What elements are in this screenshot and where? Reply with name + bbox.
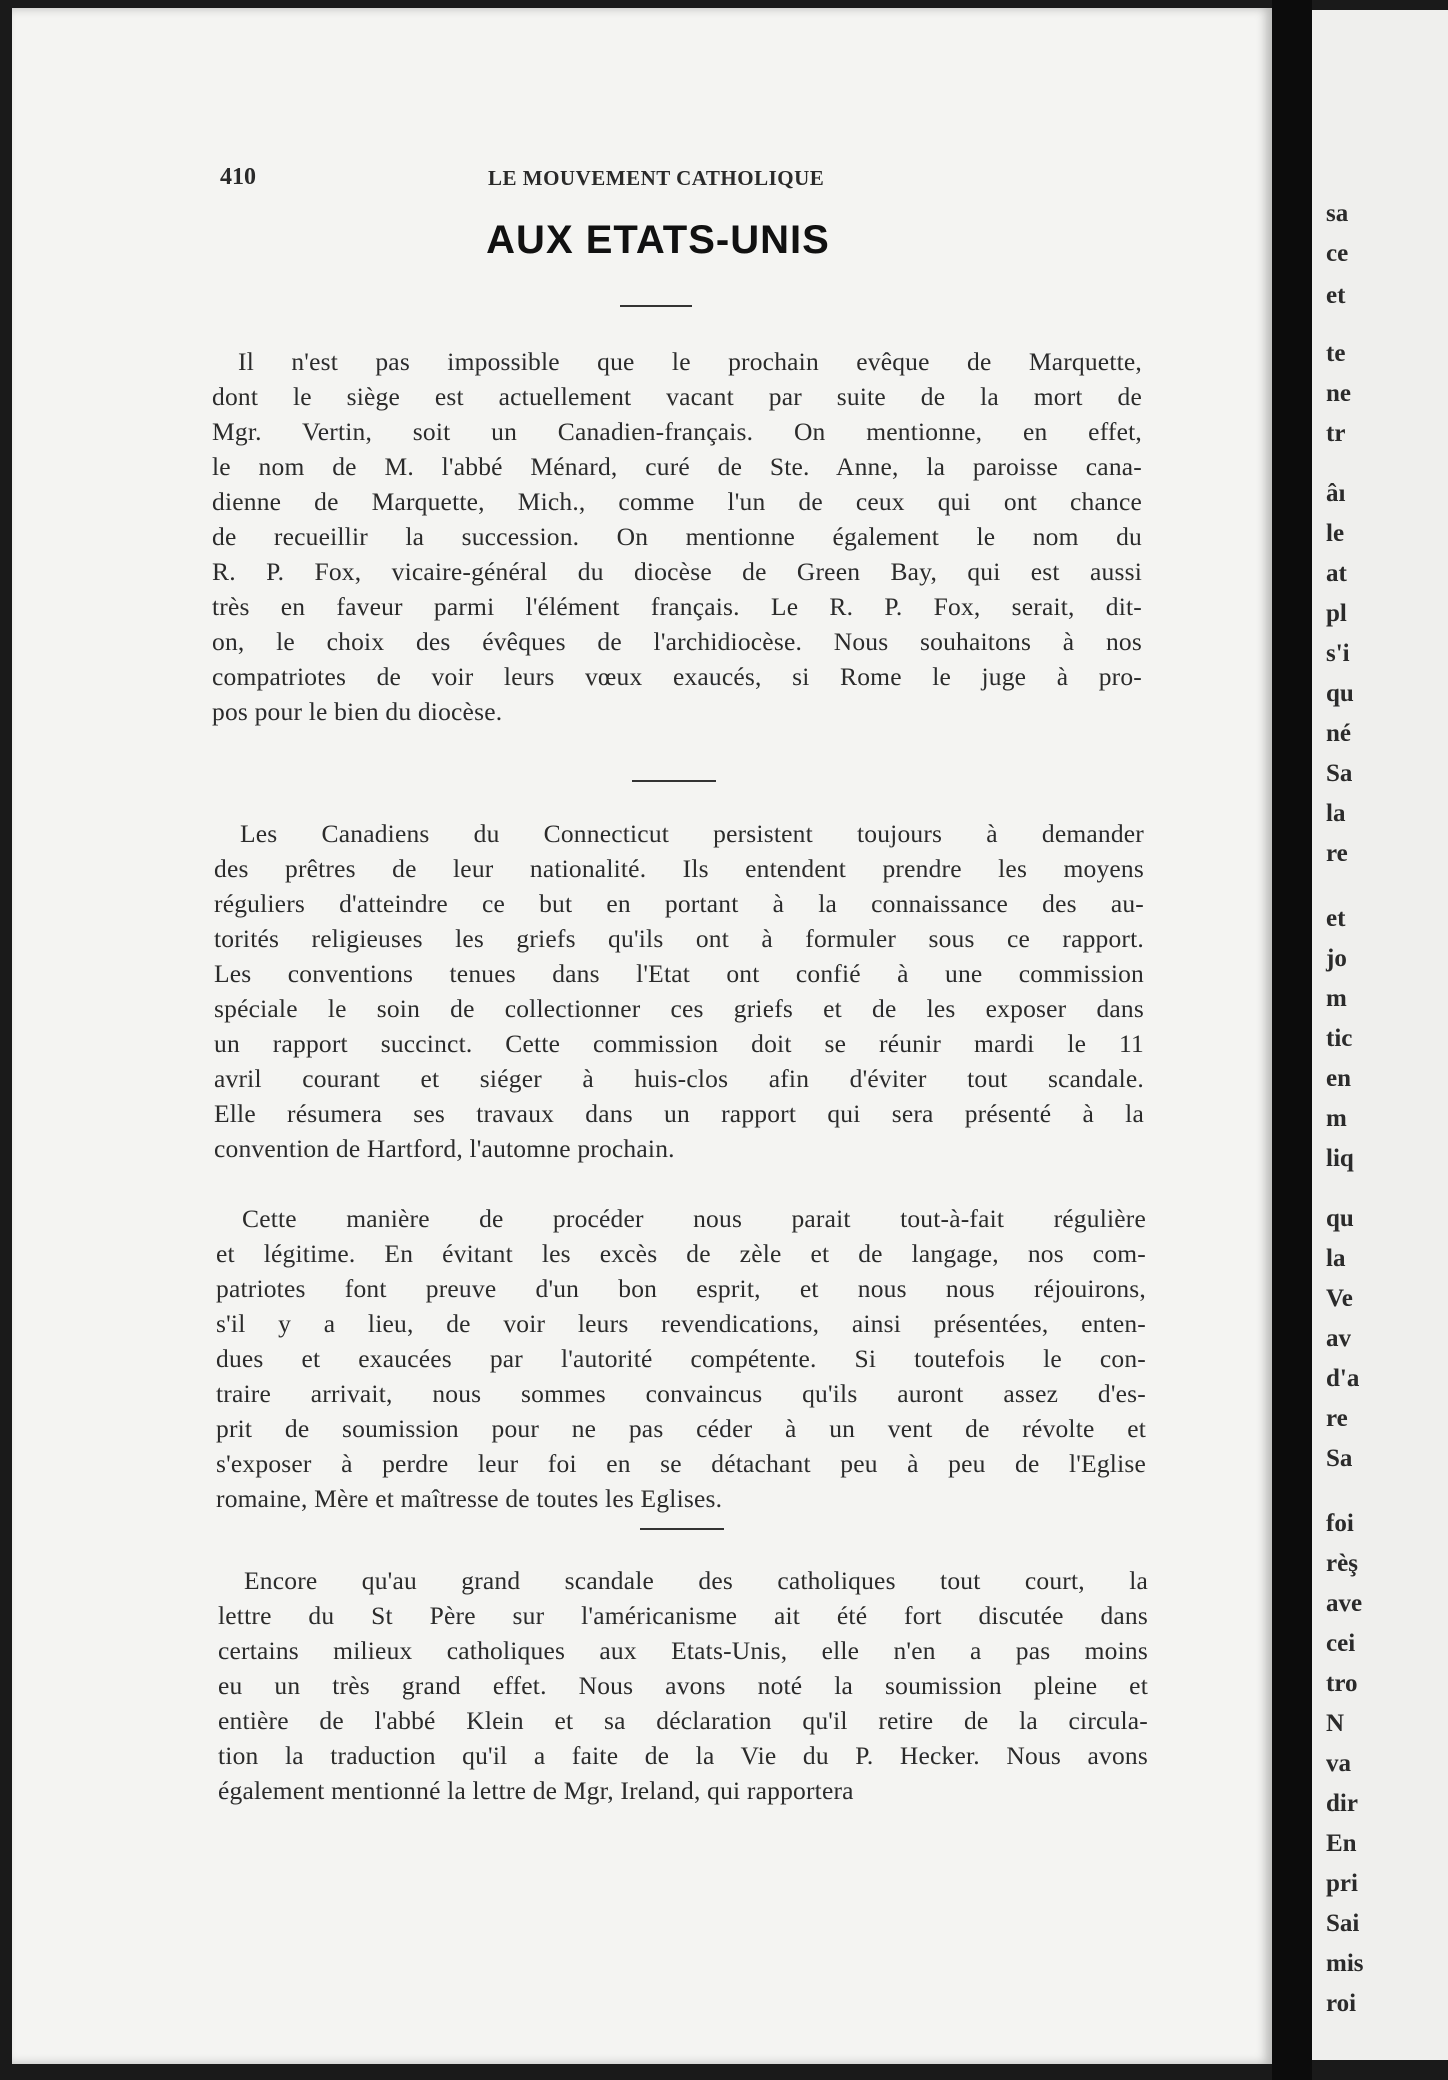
facing-page-fragment: Sai bbox=[1326, 1910, 1360, 1937]
text-line: Encore qu'au grand scandale des catholiques tout court, la bbox=[244, 1566, 1148, 1595]
facing-page-fragment: la bbox=[1326, 800, 1346, 827]
facing-page-fragment: en bbox=[1326, 1065, 1351, 1092]
text-line: avril courant et siéger à huis-clos afin d'éviter tout scandale. bbox=[214, 1064, 1144, 1093]
text-line: Cette manière de procéder nous parait tout-à-fait régulière bbox=[242, 1204, 1146, 1233]
facing-page-fragment: qu bbox=[1326, 680, 1354, 707]
text-line: très en faveur parmi l'élément français. Le R. P. Fox, serait, dit- bbox=[212, 592, 1142, 621]
text-line: le nom de M. l'abbé Ménard, curé de Ste. Anne, la paroisse cana- bbox=[212, 452, 1142, 481]
facing-page-fragment: re bbox=[1326, 840, 1348, 867]
text-line: lettre du St Père sur l'américanisme ait été fort discutée dans bbox=[218, 1601, 1148, 1630]
text-line: s'exposer à perdre leur foi en se détachant peu à peu de l'Eglise bbox=[216, 1449, 1146, 1478]
facing-page-fragment: ce bbox=[1326, 240, 1349, 267]
facing-page-fragment: jo bbox=[1326, 945, 1347, 972]
text-line: et légitime. En évitant les excès de zèle et de langage, nos com- bbox=[216, 1239, 1146, 1268]
facing-page-fragment: ne bbox=[1326, 380, 1351, 407]
paragraph-1 bbox=[212, 344, 1142, 729]
text-line: convention de Hartford, l'automne prochain. bbox=[214, 1134, 675, 1163]
facing-page-fragment: at bbox=[1326, 560, 1347, 587]
facing-page-fragment: Sa bbox=[1326, 760, 1353, 787]
facing-page-fragment: rèş bbox=[1326, 1550, 1358, 1577]
text-line: Mgr. Vertin, soit un Canadien-français. On mentionne, en effet, bbox=[212, 417, 1142, 446]
book-page bbox=[12, 8, 1272, 2064]
facing-page-fragment: te bbox=[1326, 340, 1346, 367]
text-line: s'il y a lieu, de voir leurs revendications, ainsi présentées, enten- bbox=[216, 1309, 1146, 1338]
text-line: Les Canadiens du Connecticut persistent toujours à demander bbox=[240, 819, 1144, 848]
facing-page-fragment: Sa bbox=[1326, 1445, 1353, 1472]
facing-page-fragment: la bbox=[1326, 1245, 1346, 1272]
book-spine bbox=[1272, 0, 1312, 2080]
text-line: des prêtres de leur nationalité. Ils entendent prendre les moyens bbox=[214, 854, 1144, 883]
text-line: également mentionné la lettre de Mgr, Ireland, qui rapportera bbox=[218, 1776, 854, 1805]
facing-page-fragment: et bbox=[1326, 282, 1346, 309]
text-line: dues et exaucées par l'autorité compétente. Si toutefois le con- bbox=[216, 1344, 1146, 1373]
facing-page-fragment: s'i bbox=[1326, 640, 1350, 667]
facing-page-fragment: mis bbox=[1326, 1950, 1364, 1977]
facing-page-fragment: liq bbox=[1326, 1145, 1354, 1172]
facing-page-fragment: le bbox=[1326, 520, 1345, 547]
facing-page-fragment: tic bbox=[1326, 1025, 1353, 1052]
facing-page-fragment: re bbox=[1326, 1405, 1348, 1432]
text-line: dont le siège est actuellement vacant par suite de la mort de bbox=[212, 382, 1142, 411]
facing-page bbox=[1312, 10, 1448, 2060]
text-line: traire arrivait, nous sommes convaincus qu'ils auront assez d'es- bbox=[216, 1379, 1146, 1408]
text-line: eu un très grand effet. Nous avons noté la soumission pleine et bbox=[218, 1671, 1148, 1700]
text-line: pos pour le bien du diocèse. bbox=[212, 697, 503, 726]
facing-page-fragment: né bbox=[1326, 720, 1351, 747]
facing-page-fragment: N bbox=[1326, 1710, 1345, 1737]
text-line: Il n'est pas impossible que le prochain evêque de Marquette, bbox=[238, 347, 1142, 376]
text-line: certains milieux catholiques aux Etats-Unis, elle n'en a pas moins bbox=[218, 1636, 1148, 1665]
section-divider bbox=[632, 780, 716, 782]
facing-page-fragment: tr bbox=[1326, 420, 1346, 447]
facing-page-fragment: roi bbox=[1326, 1990, 1357, 2017]
text-line: réguliers d'atteindre ce but en portant à la connaissance des au- bbox=[214, 889, 1144, 918]
facing-page-fragment: et bbox=[1326, 905, 1346, 932]
text-line: romaine, Mère et maîtresse de toutes les Eglises. bbox=[216, 1484, 723, 1513]
text-line: spéciale le soin de collectionner ces griefs et de les exposer dans bbox=[214, 994, 1144, 1023]
running-title: LE MOUVEMENT CATHOLIQUE bbox=[488, 166, 825, 190]
facing-page-fragment: m bbox=[1326, 985, 1347, 1012]
facing-page-fragment: pri bbox=[1326, 1870, 1358, 1897]
facing-page-fragment: tro bbox=[1326, 1670, 1358, 1697]
section-divider bbox=[640, 1528, 724, 1530]
facing-page-fragment: cei bbox=[1326, 1630, 1356, 1657]
text-line: de recueillir la succession. On mentionne également le nom du bbox=[212, 522, 1142, 551]
text-line: on, le choix des évêques de l'archidiocèse. Nous souhaitons à nos bbox=[212, 627, 1142, 656]
text-line: dienne de Marquette, Mich., comme l'un de ceux qui ont chance bbox=[212, 487, 1142, 516]
facing-page-fragment: dir bbox=[1326, 1790, 1358, 1817]
text-line: un rapport succinct. Cette commission doit se réunir mardi le 11 bbox=[214, 1029, 1144, 1058]
text-line: torités religieuses les griefs qu'ils ont à formuler sous ce rapport. bbox=[214, 924, 1144, 953]
facing-page-fragment: m bbox=[1326, 1105, 1347, 1132]
text-line: entière de l'abbé Klein et sa déclaration qu'il retire de la circula- bbox=[218, 1706, 1148, 1735]
facing-page-fragment: ave bbox=[1326, 1590, 1363, 1617]
facing-page-fragment: d'a bbox=[1326, 1365, 1360, 1392]
paragraph-4 bbox=[218, 1563, 1148, 1808]
facing-page-fragment: En bbox=[1326, 1830, 1357, 1857]
text-line: tion la traduction qu'il a faite de la Vie du P. Hecker. Nous avons bbox=[218, 1741, 1148, 1770]
facing-page-fragment: Ve bbox=[1326, 1285, 1353, 1312]
facing-page-fragment: pl bbox=[1326, 600, 1347, 627]
facing-page-fragment: âı bbox=[1326, 480, 1346, 507]
text-line: patriotes font preuve d'un bon esprit, et nous nous réjouirons, bbox=[216, 1274, 1146, 1303]
facing-page-fragment: va bbox=[1326, 1750, 1351, 1777]
text-line: Les conventions tenues dans l'Etat ont confié à une commission bbox=[214, 959, 1144, 988]
text-line: prit de soumission pour ne pas céder à un vent de révolte et bbox=[216, 1414, 1146, 1443]
facing-page-fragment: av bbox=[1326, 1325, 1351, 1352]
facing-page-fragment: qu bbox=[1326, 1205, 1354, 1232]
paragraph-3 bbox=[216, 1201, 1146, 1516]
facing-page-fragment: foi bbox=[1326, 1510, 1354, 1537]
text-line: Elle résumera ses travaux dans un rapport qui sera présenté à la bbox=[214, 1099, 1144, 1128]
page-number: 410 bbox=[220, 164, 256, 190]
text-line: compatriotes de voir leurs vœux exaucés, si Rome le juge à pro- bbox=[212, 662, 1142, 691]
paragraph-2 bbox=[214, 816, 1144, 1166]
facing-page-fragment: sa bbox=[1326, 200, 1349, 227]
section-divider bbox=[620, 305, 692, 307]
page-header bbox=[208, 160, 908, 200]
article-title: AUX ETATS-UNIS bbox=[486, 218, 830, 262]
text-line: R. P. Fox, vicaire-général du diocèse de Green Bay, qui est aussi bbox=[212, 557, 1142, 586]
